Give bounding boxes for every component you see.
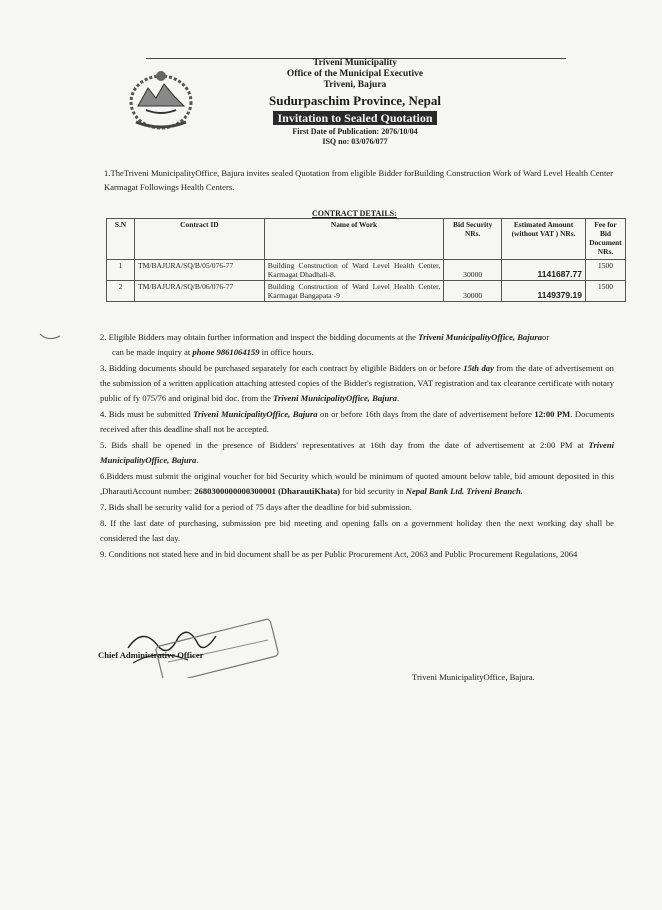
cell-sn: 2 xyxy=(107,281,135,302)
contract-table xyxy=(106,218,626,302)
col-header-contract-id: Contract ID xyxy=(134,219,264,260)
list-item: 7. Bids shall be security valid for a period of 75 days after the deadline for bid submission. xyxy=(100,502,412,512)
table-header-row xyxy=(107,219,626,260)
col-header-estimated-amount: Estimated Amount (without VAT ) NRs. xyxy=(502,219,586,260)
terms-list xyxy=(100,330,614,563)
signature-stamp-icon xyxy=(98,618,298,678)
table-row xyxy=(107,281,626,302)
intro-paragraph: 1.TheTriveni MunicipalityOffice, Bajura invites sealed Quotation from eligible Bidder forBuilding Construction Work of Ward Level Health Center Karmagat Followings Health Centers. xyxy=(104,168,614,192)
cell-contract-id: TM/BAJURA/SQ/B/05/076-77 xyxy=(134,260,264,281)
isq-number: ISQ no: 03/076/077 xyxy=(322,137,388,146)
letterhead xyxy=(240,58,470,147)
list-item: 2. Eligible Bidders may obtain further information and inspect the bidding documents at the Triveni MunicipalityOffice, Bajuraor can be made inquiry at phone 9861064159 in office hours. xyxy=(100,332,550,357)
cell-work: Building Construction of Ward Level Health Center, Karmagat Dhadhali-8. xyxy=(264,260,443,281)
nepal-emblem-icon xyxy=(126,66,196,132)
org-line-3: Triveni, Bajura xyxy=(323,80,387,90)
list-item: 9. Conditions not stated here and in bid document shall be as per Public Procurement Act, 2063 and Public Procurement Regulations, 2064 xyxy=(100,549,578,559)
col-header-fee: Fee for Bid Document NRs. xyxy=(585,219,625,260)
cell-amount: 1141687.77 xyxy=(502,260,586,281)
org-line-1: Triveni Municipality xyxy=(312,58,397,68)
col-header-sn: S.N xyxy=(107,219,135,260)
list-item: 3. Bidding documents should be purchased separately for each contract by eligible Bidders on or before 15th day from the date of advertisement on the submission of a written application attaching attested copies of the Bidder's registration, VAT registration and tax clearance certificate with notary public of fy 075/76 and original bid doc. from the Triveni MunicipalityOffice, Bajura. xyxy=(100,363,614,403)
list-item: 5. Bids shall be opened in the presence of Bidders' representatives at 16th day from the date of advertisement at 2:00 PM at Triveni MunicipalityOffice, Bajura. xyxy=(100,440,614,465)
cell-security: 30000 xyxy=(444,260,502,281)
cell-fee: 1500 xyxy=(585,260,625,281)
cell-amount: 1149379.19 xyxy=(502,281,586,302)
cell-security: 30000 xyxy=(444,281,502,302)
notice-title: Invitation to Sealed Quotation xyxy=(273,111,436,125)
list-item: 8. If the last date of purchasing, submission pre bid meeting and opening falls on a government holiday then the next working day shall be considered the last day. xyxy=(100,518,614,543)
cell-contract-id: TM/BAJURA/SQ/B/06/076-77 xyxy=(134,281,264,302)
list-item: 4. Bids must be submitted Triveni MunicipalityOffice, Bajura on or before 16th days from the date of advertisement before 12:00 PM. Documents received after this deadline shall not be accepted. xyxy=(100,409,615,434)
office-signature-line: Triveni MunicipalityOffice, Bajura. xyxy=(412,672,535,682)
designation-label: Chief Administrative Officer xyxy=(98,650,204,660)
publication-date: First Date of Publication: 2076/10/04 xyxy=(292,127,418,136)
margin-pen-mark-icon xyxy=(38,330,62,344)
table-row xyxy=(107,260,626,281)
col-header-bid-security: Bid Security NRs. xyxy=(444,219,502,260)
cell-fee: 1500 xyxy=(585,281,625,302)
col-header-work: Name of Work xyxy=(264,219,443,260)
contract-details-title: CONTRACT DETAILS: xyxy=(312,209,397,218)
province-line: Sudurpaschim Province, Nepal xyxy=(268,93,442,108)
cell-work: Building Construction of Ward Level Health Center, Karmagat Bangapata -9 xyxy=(264,281,443,302)
org-line-2: Office of the Municipal Executive xyxy=(286,69,424,79)
cell-sn: 1 xyxy=(107,260,135,281)
list-item: 6.Bidders must submit the original voucher for bid Security which would be minimum of quoted amount below table, bid amount deposited in this ,DharautiAccount number: 2680300000000300001 (DharautiKhata) for bid security in Nepal Bank Ltd. Triveni Branch. xyxy=(100,471,614,496)
